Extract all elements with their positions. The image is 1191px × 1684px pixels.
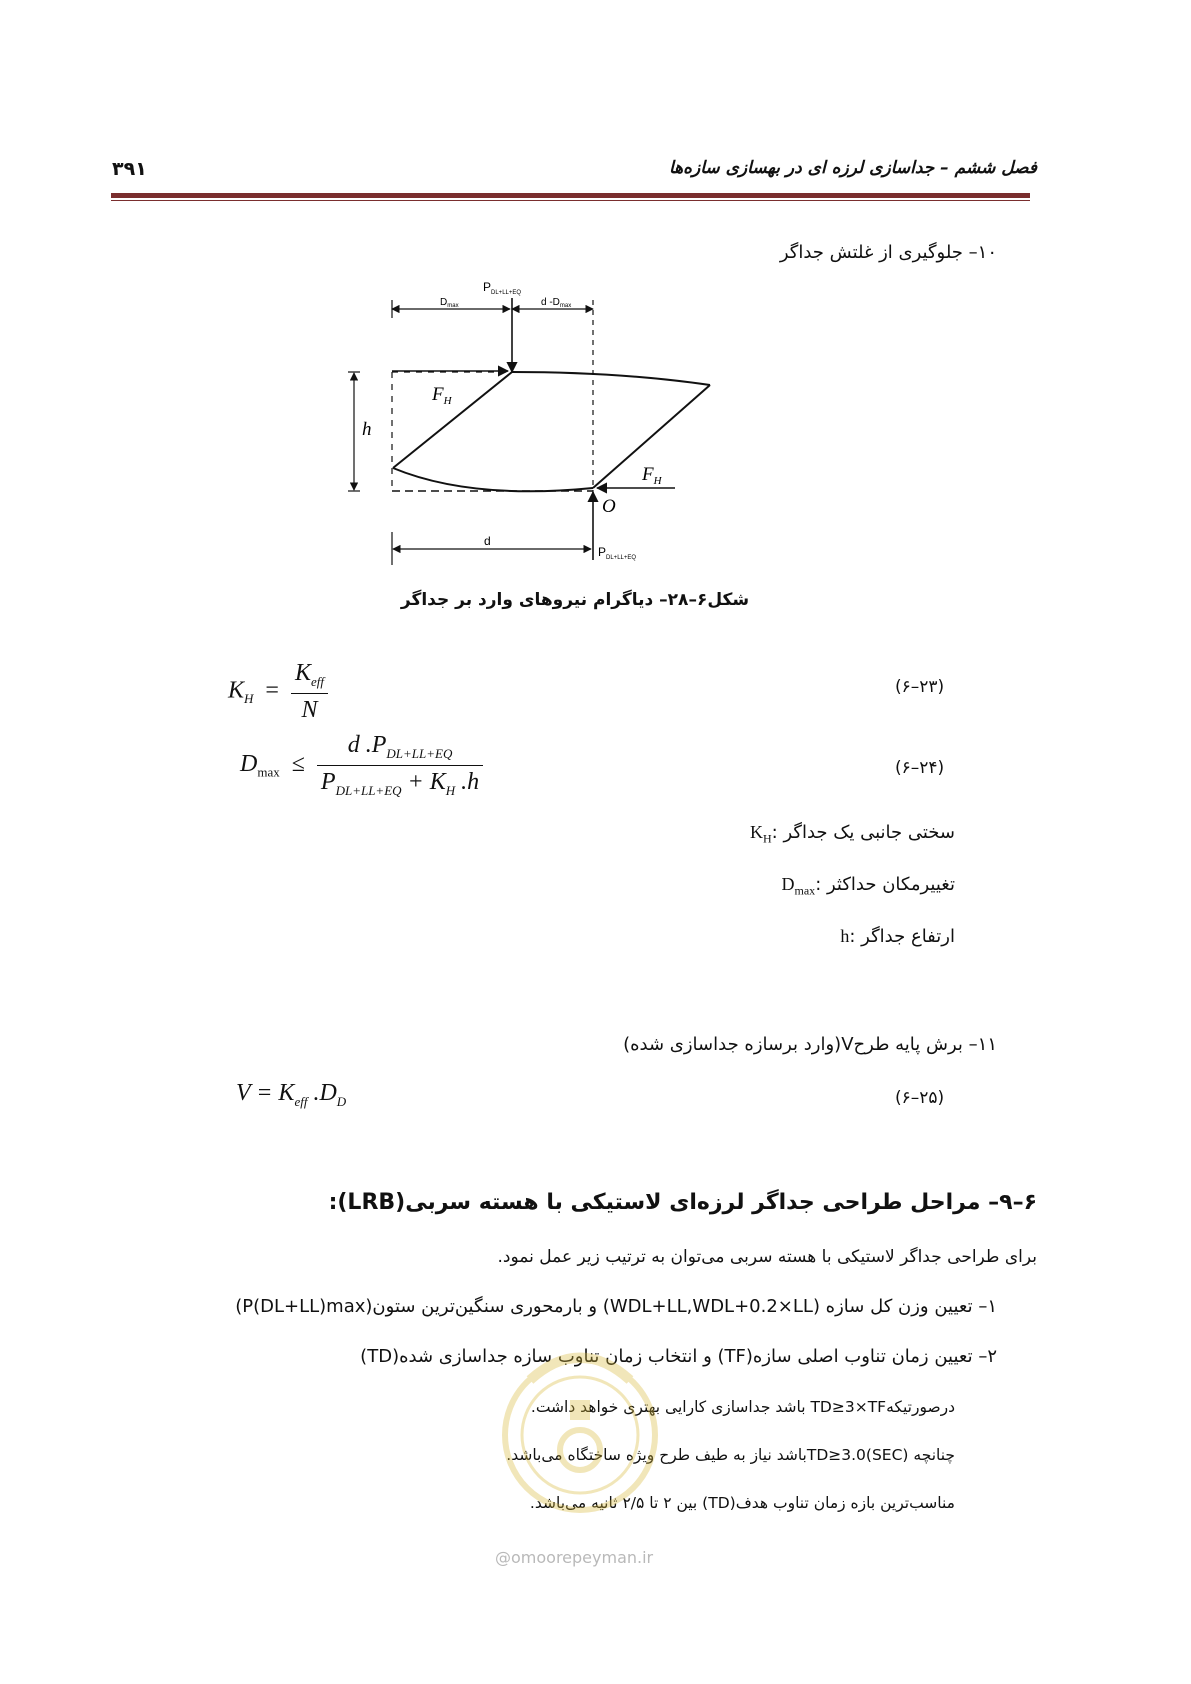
header-rule-thick: [111, 193, 1030, 198]
equation-23: $K_H$ = $\frac{K_{eff}}{N}$: [228, 660, 328, 724]
equation-24: $D_{max}$ ≤ $\frac{d .P_{DL+LL+EQ}}{P_{DL+LL+EQ} + K_H .h}$: [240, 732, 483, 799]
isolator-force-diagram: [330, 280, 730, 570]
bottom-curved-edge: [393, 468, 593, 491]
running-header-title: فصل ششم – جداسازی لرزه ای در بهسازی سازه‌ها: [668, 158, 1037, 178]
page-number: ۳۹۱: [112, 158, 147, 180]
figure-caption: شکل۶–۲۸– دیاگرام نیروهای وارد بر جداگر: [400, 590, 750, 610]
top-curved-edge: [512, 372, 710, 385]
item-10-heading: ۱۰– جلوگیری از غلتش جداگر: [779, 242, 997, 263]
item-11-heading: ۱۱– برش پایه طرحV(وارد برسازه جداسازی شده): [623, 1034, 997, 1055]
header-rule-thin: [111, 200, 1030, 201]
note-2: چنانچه TD≥3.0(SEC)باشد نیاز به طیف طرح ویژه ساختگاه می‌باشد.: [506, 1446, 955, 1464]
definition-kh: $K_H$: سختی جانبی یک جداگر: [749, 822, 955, 846]
fh-left-label: $F_H$: [432, 384, 452, 407]
section-6-9-title: ۶–۹– مراحل طراحی جداگر لرزه‌ای لاستیکی با هسته سربی(LRB):: [328, 1190, 1037, 1215]
equation-24-number: (۶–۲۴): [895, 758, 945, 778]
section-intro: برای طراحی جداگر لاستیکی با هسته سربی می‌توان به ترتیب زیر عمل نمود.: [497, 1247, 1037, 1267]
p-top-label: $P_{DL+LL+EQ}$: [483, 280, 522, 296]
definition-h: h: ارتفاع جداگر: [840, 926, 955, 947]
note-1: درصورتیکهTD≥3×TF باشد جداسازی کارایی بهتری خواهد داشت.: [530, 1398, 955, 1416]
o-label: O: [602, 496, 616, 517]
d-label: d: [484, 534, 491, 548]
watermark-url: @omoorepeyman.ir: [495, 1548, 654, 1567]
fh-right-label: $F_H$: [642, 464, 662, 487]
watermark-logo-icon: [495, 1340, 665, 1525]
dmax-label: $D_{max}$: [440, 297, 459, 309]
equation-23-number: (۶–۲۳): [895, 677, 945, 697]
equation-25: $V = K_{eff}$ $.D_D$: [236, 1080, 347, 1109]
step-1: ۱– تعیین وزن کل سازه (WDL+LL,WDL+0.2×LL) و بارمحوری سنگین‌ترین ستون(P(DL+LL)max): [235, 1296, 997, 1317]
left-inclined-edge: [393, 372, 512, 468]
definition-dmax: $D_{max}$: تغییرمکان حداکثر: [781, 874, 955, 898]
step-2: ۲– تعیین زمان تناوب اصلی سازه(TF) و انتخاب زمان تناوب سازه جداسازی شده(TD): [360, 1346, 997, 1367]
note-3: مناسب‌ترین بازه زمان تناوب هدف(TD) بین ۲ تا ۲/۵ ثانیه می‌باشد.: [529, 1494, 955, 1512]
equation-25-number: (۶–۲۵): [895, 1088, 945, 1108]
d-minus-dmax-label: d $-D_{max}$: [541, 297, 572, 309]
h-label: h: [362, 419, 372, 440]
p-bottom-label: $P_{DL+LL+EQ}$: [598, 545, 637, 561]
